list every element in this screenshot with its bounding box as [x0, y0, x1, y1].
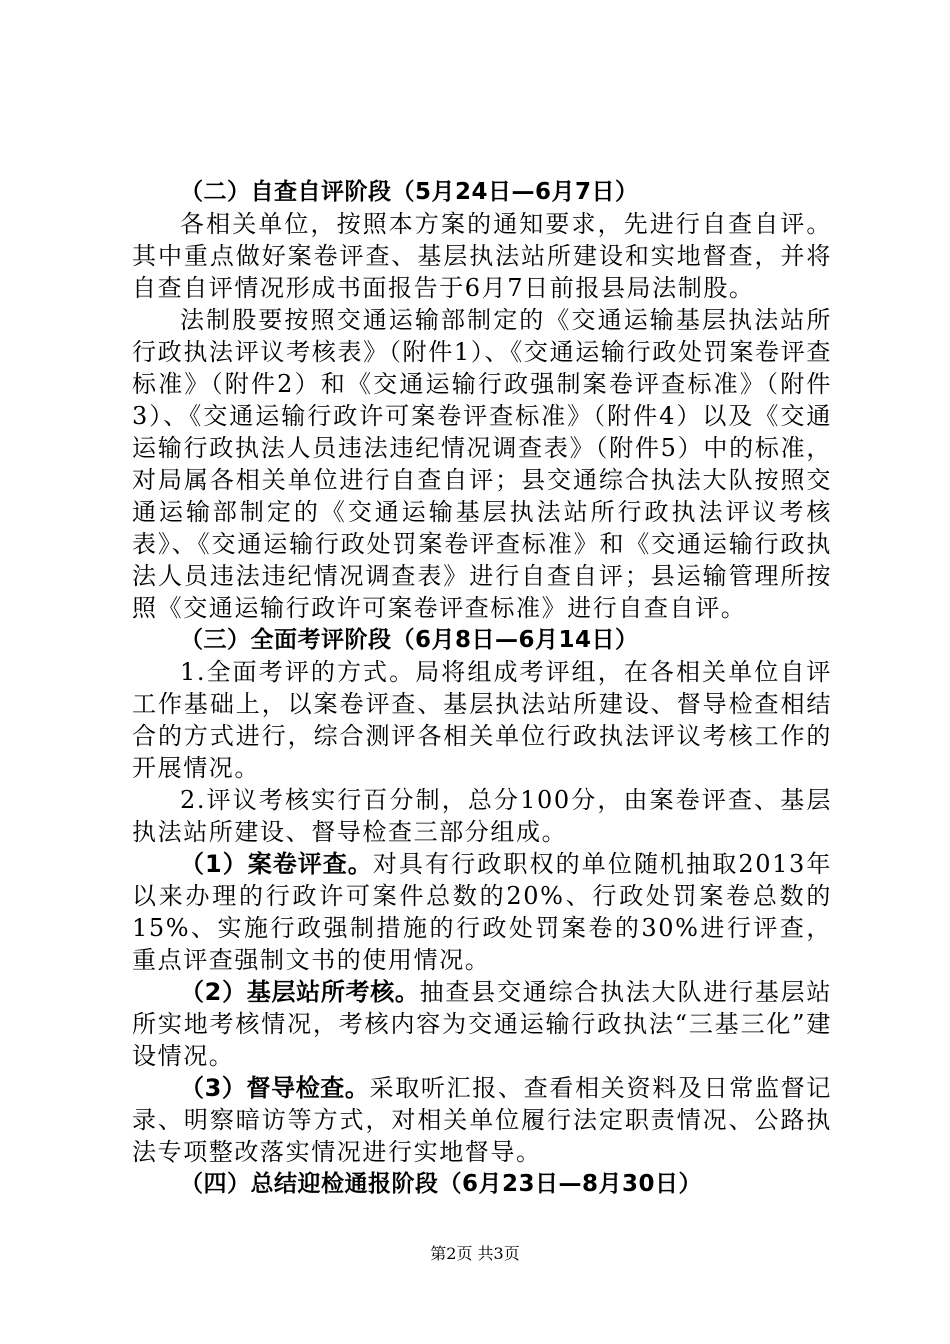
list-item-lead: （2）基层站所考核。 [180, 978, 420, 1006]
section-heading-4: （四）总结迎检通报阶段（6月23日—8月30日） [180, 1171, 703, 1197]
document-body [132, 176, 832, 1200]
body-paragraph: 1.全面考评的方式。局将组成考评组，在各相关单位自评工作基础上，以案卷评查、基层执法站所建设、督导检查相结合的方式进行，综合测评各相关单位行政执法评议考核工作的开展情况。 [132, 658, 832, 782]
list-item-text: 抽查县交通综合执法大队进行基层站所实地考核情况，考核内容为交通运输行政执法“三基三化”建设情况。 [132, 978, 832, 1070]
list-item-text: 对具有行政职权的单位随机抽取2013年以来办理的行政许可案件总数的20%、行政处罚案卷总数的15%、实施行政强制措施的行政处罚案卷的30%进行评查，重点评查强制文书的使用情况。 [132, 850, 832, 974]
list-item-lead: （1）案卷评查。 [180, 850, 373, 878]
body-paragraph: 各相关单位，按照本方案的通知要求，先进行自查自评。其中重点做好案卷评查、基层执法站所建设和实地督查，并将自查自评情况形成书面报告于6月7日前报县局法制股。 [132, 210, 832, 302]
list-item-lead: （3）督导检查。 [180, 1074, 370, 1102]
list-item-case-review [132, 848, 832, 976]
body-paragraph: 法制股要按照交通运输部制定的《交通运输基层执法站所行政执法评议考核表》（附件1）、《交通运输行政处罚案卷评查标准》（附件2）和《交通运输行政强制案卷评查标准》（附件3）、《交通运输行政许可案卷评查标准》（附件4）以及《交通运输行政执法人员违法违纪情况调查表》（附件5）中的标准，对局属各相关单位进行自查自评；县交通综合执法大队按照交通运输部制定的《交通运输基层执法站所行政执法评议考核表》、《交通运输行政处罚案卷评查标准》和《交通运输行政执法人员违法违纪情况调查表》进行自查自评；县运输管理所按照《交通运输行政许可案卷评查标准》进行自查自评。 [132, 306, 832, 622]
page-number-footer: 第2页 共3页 [430, 1244, 520, 1263]
section-heading-2: （二）自查自评阶段（5月24日—6月7日） [180, 179, 639, 205]
list-item-supervision [132, 1072, 832, 1168]
section-heading-3: （三）全面考评阶段（6月8日—6月14日） [180, 627, 639, 653]
body-paragraph: 2.评议考核实行百分制，总分100分，由案卷评查、基层执法站所建设、督导检查三部分组成。 [132, 786, 832, 846]
list-item-station-assessment [132, 976, 832, 1072]
list-item-text: 采取听汇报、查看相关资料及日常监督记录、明察暗访等方式，对相关单位履行法定职责情况、公路执法专项整改落实情况进行实地督导。 [132, 1074, 832, 1166]
